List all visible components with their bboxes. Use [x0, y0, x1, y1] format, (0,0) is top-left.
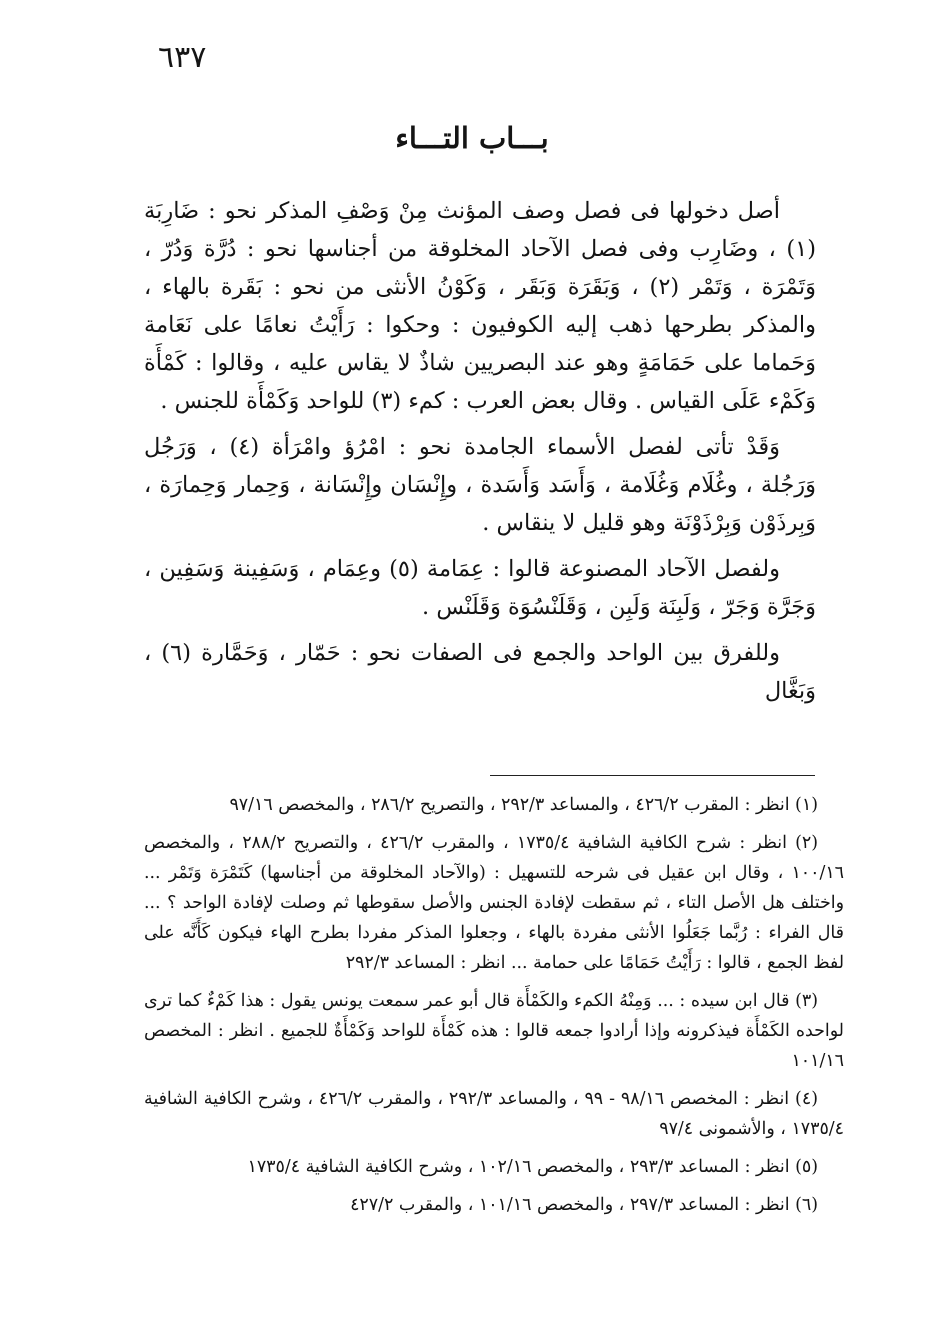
- footnote: (٣) قال ابن سيده : ... وَمِنْهُ الكمء والكَمْأَة قال أبو عمر سمعت يونس يقول : هذا كَمْءٌ كما ترى لواحده الكَمْأَة فيذكرونه وإذا أرادوا جمعه قالوا : هذه كَمْأَة للواحد وَكَمْأَةٌ للجميع . انظر : المخصص ١٠١/١٦: [144, 991, 844, 1071]
- footnote: (٢) انظر : شرح الكافية الشافية ١٧٣٥/٤ ، والمقرب ٤٢٦/٢ ، والتصريح ٢٨٨/٢ ، والمخصص ١٠٠/١٦ ، وقال ابن عقيل فى شرحه للتسهيل : (والآحاد المخلوقة من أجناسها) كَتَمْرَة وَتَمْر ... واختلف هل الأصل التاء ، ثم سقطت لإفادة الجنس والأصل سقوطها ثم وصلت لإفادة الواحد ؟ ... قال الفراء : رُبَّما جَعَلُوا الأنثى مفردة بالهاء ، وجعلوا المذكر مفردا بطرح الهاء فيكون كَأَنَّه على لفظ الجمع ، قالوا : رَأَيْتُ حَمَامًا على حمامة ... انظر : المساعد ٢٩٢/٣: [144, 833, 844, 973]
- footnote: (١) انظر : المقرب ٤٢٦/٢ ، والمساعد ٢٩٢/٣ ، والتصريح ٢٨٦/٢ ، والمخصص ٩٧/١٦: [229, 795, 818, 815]
- paragraph: وَقَدْ تأتى لفصل الأسماء الجامدة نحو : امْرُؤ وامْرَأة (٤) ، وَرَجُل وَرَجُلة ، وغُلَام وَغُلَامة ، وَأَسَد وَأَسَدة ، وإِنْسَان وإِنْسَانة ، وَحِمار وَحِمارَة ، وَبِرذَوْن وَبِرْذَوْنَة وهو قليل لا ينقاس .: [144, 434, 816, 536]
- paragraph: وللفرق بين الواحد والجمع فى الصفات نحو : حَمّار ، وَحَمَّارة (٦) ، وَبَغَّال: [144, 640, 816, 704]
- footnote: (٤) انظر : المخصص ٩٨/١٦ - ٩٩ ، والمساعد ٢٩٢/٣ ، والمقرب ٤٢٦/٢ ، وشرح الكافية الشافية ١٧٣٥/٤ ، والأشمونى ٩٧/٤: [144, 1089, 844, 1139]
- footnote-divider: [490, 775, 815, 776]
- page-number: ٦٣٧: [158, 40, 207, 75]
- chapter-title: بـــاب التـــاء: [395, 121, 549, 155]
- paragraph: أصل دخولها فى فصل وصف المؤنث مِنْ وَصْفِ المذكر نحو : ضَارِبَة (١) ، وضَارِب وفى فصل الآحاد المخلوقة من أجناسها نحو : دُرَّة وَدُرّ ، وَتَمْرَة ، وَتَمْر (٢) ، وَبَقَرَة وَبَقَر ، وَكَوْنُ الأنثى من نحو : بَقَرة بالهاء ، والمذكر بطرحها ذهب إليه الكوفيون : وحكوا : رَأَيْتُ نعامًا على نَعَامة وَحَماما على حَمَامَةٍ وهو عند البصريين شاذٌ لا يقاس عليه ، وقالوا : كَمْأَة وَكَمْء عَلَى القياس . وقال بعض العرب : كمء (٣) للواحد وَكَمْأَة للجنس .: [144, 198, 817, 414]
- footnotes: [144, 790, 844, 1228]
- footnote: (٦) انظر : المساعد ٢٩٧/٣ ، والمخصص ١٠١/١٦ ، والمقرب ٤٢٧/٢: [350, 1195, 818, 1215]
- paragraph: ولفصل الآحاد المصنوعة قالوا : عِمَامة (٥) وعِمَام ، وَسَفِينة وَسَفِين ، وَجَرَّة وَجَرّ ، وَلَبِنَة وَلَبِن ، وَقَلَنْسُوَة وَقَلَنْس .: [144, 556, 816, 620]
- footnote: (٥) انظر : المساعد ٢٩٣/٣ ، والمخصص ١٠٢/١٦ ، وشرح الكافية الشافية ١٧٣٥/٤: [247, 1157, 818, 1177]
- main-text: [144, 192, 816, 718]
